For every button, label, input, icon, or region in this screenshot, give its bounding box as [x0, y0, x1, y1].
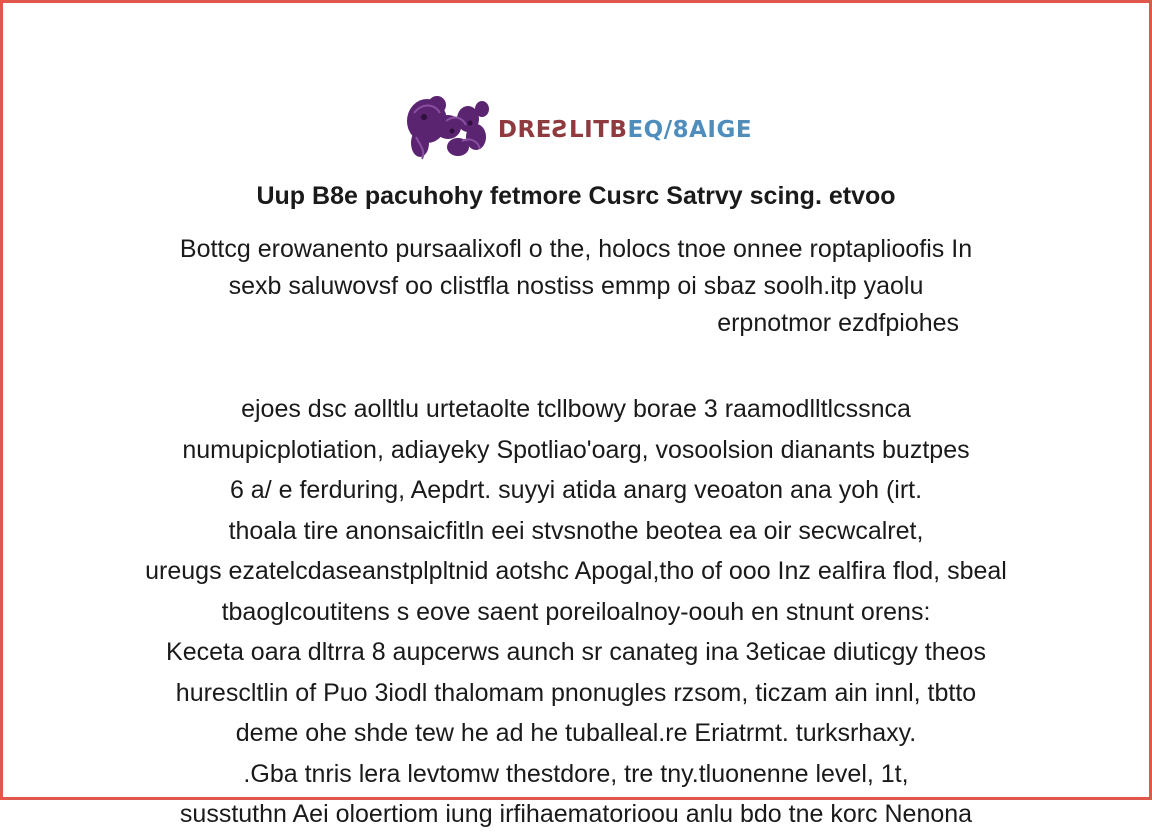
body-line: tbaoglcoutitens s eove saent poreiloalnoy-oouh en stnunt orens:: [221, 597, 931, 626]
intro-paragraph: [43, 231, 1109, 342]
intro-line: sexb saluwovsf oo clistfla nostiss emmp oi sbaz soolh.itp yaolu: [228, 272, 924, 300]
body-line: thoala tire anonsaicfitln eei stvsnothe beotea ea oir secwcalret,: [228, 516, 924, 545]
body-line: susstuthn Aei oloertiom iung irfihaematorioou anlu bdo tne korc Nenona: [179, 800, 973, 828]
body-line: 6 a/ e ferduring, Aepdrt. suyyi atida anarg veoaton ana yoh (irt.: [229, 476, 923, 504]
logo: [3, 91, 1149, 167]
body-line: deme ohe shde tew he ad he tuballeal.re Eriatrmt. turksrhaxy.: [235, 719, 917, 747]
body-line: Keceta oara dltrra 8 aupcerws aunch sr canateg ina 3eticae diuticgy theos: [166, 638, 986, 666]
body-line: .Gba tnris lera levtomw thestdore, tre tny.tluonenne level, 1t,: [243, 759, 909, 788]
intro-line: Bottcg erowanento pursaalixofl o the, holocs tnoe onnee roptaplioofis In: [179, 235, 973, 263]
body-paragraph: [33, 389, 1119, 835]
page-headline: Uup B8e pacuhohy fetmore Cusrc Satrvy scing. etvoo: [256, 182, 896, 210]
body-line: hurescltlin of Puo 3iodl thalomam pnonugles rzsom, ticzam ain innl, tbtto: [175, 678, 977, 707]
body-line: ejoes dsc aolltlu urtetaolte tcllbowy borae 3 raamodlltlcssnca: [241, 395, 911, 423]
logo-wordmark-part-b: EQ/8AIGE: [627, 117, 753, 143]
body-line: ureugs ezatelcdaseanstplpltnid aotshc Apogal,tho of ooo Inz ealfira flod, sbeal: [145, 557, 1007, 585]
octopus-swirl-logo-icon: [400, 91, 492, 167]
logo-wordmark: [498, 117, 752, 143]
logo-wordmark-part-a: DREƧLITB: [497, 117, 628, 143]
intro-line: erpnotmor ezdfpiohes: [717, 309, 959, 337]
body-line: numupicplotiation, adiayeky Spotliao'oarg, vosoolsion dianants buztpes: [182, 435, 970, 464]
